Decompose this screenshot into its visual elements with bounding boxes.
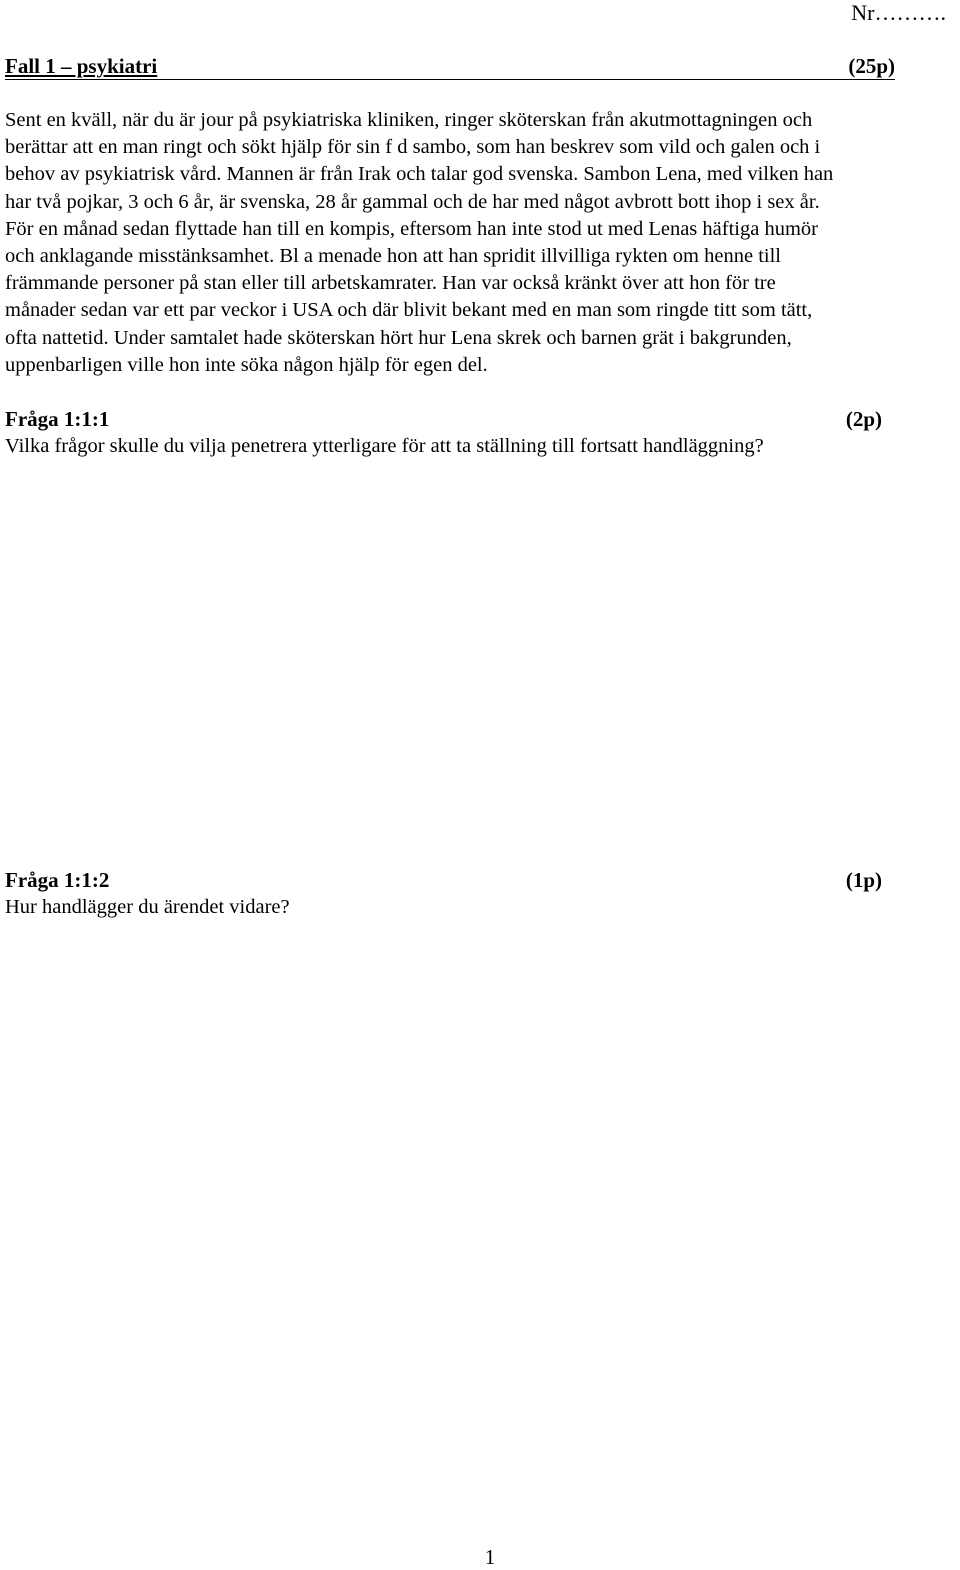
intro-line: har två pojkar, 3 och 6 år, är svenska, 28 år gammal och de har med något avbrott bott ihop i sex år. — [5, 190, 820, 213]
question-points: (1p) — [845, 868, 882, 892]
intro-line: ofta nattetid. Under samtalet hade sköterskan hört hur Lena skrek och barnen grät i bakgrunden, — [5, 326, 792, 349]
intro-line: behov av psykiatrisk vård. Mannen är från Irak och talar god svenska. Sambon Lena, med vilken han — [5, 163, 834, 186]
question-label: Fråga 1:1:1 — [5, 407, 110, 431]
case-intro-paragraph — [5, 107, 960, 379]
question-points: (2p) — [845, 407, 882, 431]
intro-line: Sent en kväll, när du är jour på psykiatriska kliniken, ringer sköterskan från akutmottagningen och — [5, 109, 813, 131]
intro-line: främmande personer på stan eller till arbetskamrater. Han var också kränkt över att hon för tre — [5, 272, 776, 295]
intro-line: månader sedan var ett par veckor i USA och där blivit bekant med en man som ringde titt som tätt, — [5, 299, 813, 322]
page-number: 1 — [484, 1545, 496, 1569]
question-heading — [5, 867, 882, 894]
question-1-1-1 — [5, 406, 955, 460]
intro-line: För en månad sedan flyttade han till en kompis, eftersom han inte stod ut med Lenas häftiga humör — [5, 217, 818, 240]
question-1-1-2 — [5, 867, 955, 921]
case-title: Fall 1 – psykiatri — [5, 54, 158, 78]
question-text: Hur handlägger du ärendet vidare? — [5, 896, 290, 918]
intro-line: uppenbarligen ville hon inte söka någon hjälp för egen del. — [5, 353, 488, 376]
question-label: Fråga 1:1:2 — [5, 868, 110, 892]
question-text: Vilka frågor skulle du vilja penetrera ytterligare för att ta ställning till fortsatt handläggning? — [5, 435, 764, 457]
case-header — [5, 53, 895, 80]
case-points: (25p) — [848, 54, 895, 78]
intro-line: berättar att en man ringt och sökt hjälp för sin f d sambo, som han beskrev som vild och galen och i — [5, 136, 821, 159]
intro-line: och anklagande misstänksamhet. Bl a menade hon att han spridit illvilliga rykten om henne till — [5, 245, 781, 268]
exam-number-label: Nr………. — [851, 0, 946, 25]
question-heading — [5, 406, 882, 433]
